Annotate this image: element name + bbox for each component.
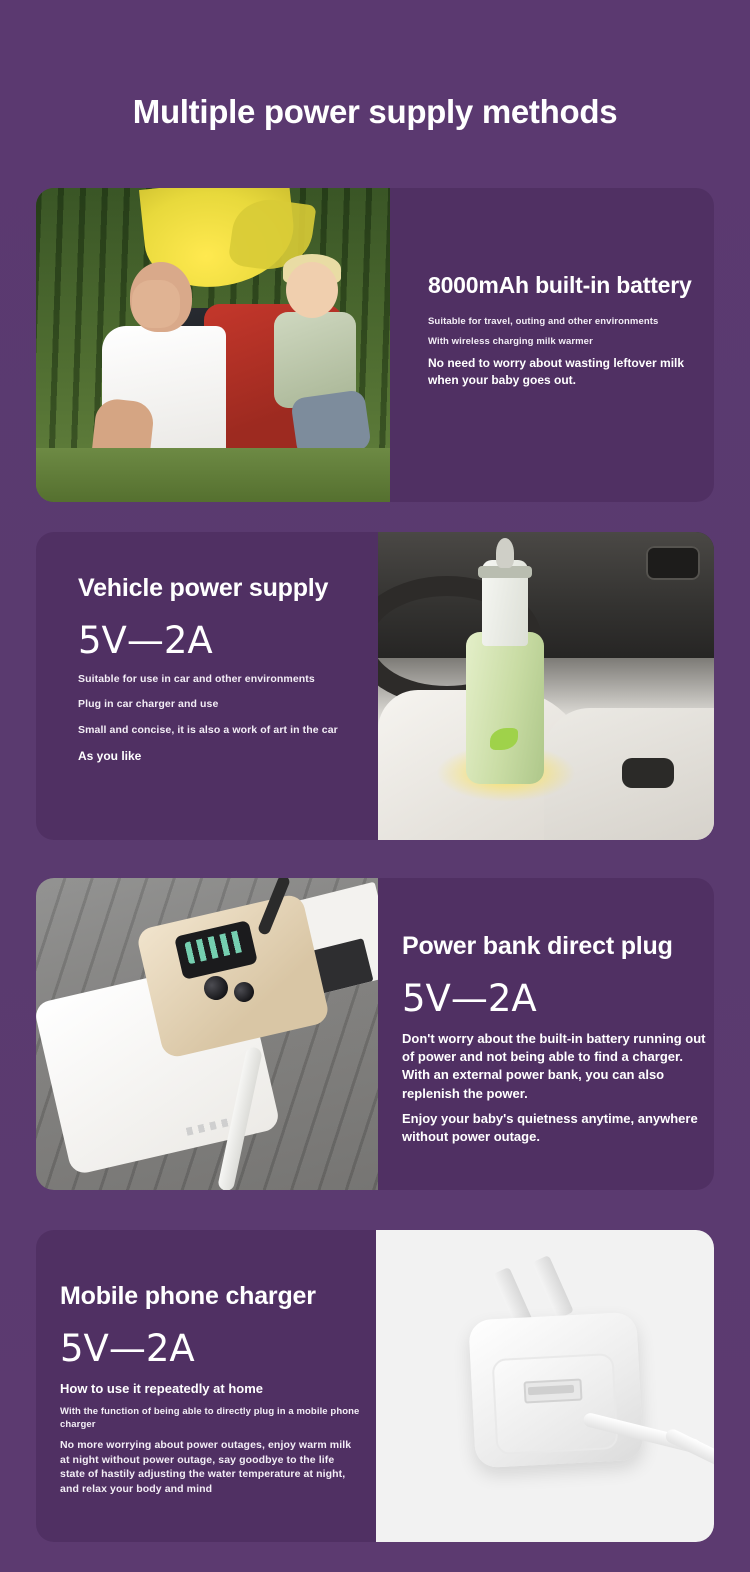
feature-card-battery (36, 188, 714, 502)
page-title: Multiple power supply methods (132, 93, 618, 130)
powerbank-line-1: Don't worry about the built-in battery running out of power and not being able to find a charger. With an external power bank, you can also replenish the power. (402, 1031, 706, 1101)
gear-shifter (622, 758, 674, 788)
vehicle-heading: Vehicle power supply (78, 574, 329, 602)
bottle-warmer-in-car-photo (378, 532, 714, 840)
battery-heading: 8000mAh built-in battery (428, 272, 692, 298)
vehicle-lines (78, 672, 378, 765)
powerbank-line-2: Enjoy your baby's quietness anytime, anywhere without power outage. (402, 1110, 698, 1144)
battery-line-3: No need to worry about wasting leftover milk when your baby goes out. (428, 356, 685, 388)
phone-charger-line-2: With the function of being able to directly plug in a mobile phone charger (60, 1406, 360, 1431)
vehicle-voltage: 5V—2A (78, 619, 213, 662)
vehicle-line-3: Small and concise, it is also a work of art in the car (78, 723, 338, 736)
milk-warmer-device (466, 632, 544, 784)
grass-ground (36, 448, 390, 502)
phone-charger-voltage: 5V—2A (60, 1327, 195, 1370)
bottle-nipple (496, 538, 514, 568)
vehicle-line-2: Plug in car charger and use (78, 698, 219, 711)
powerbank-heading: Power bank direct plug (402, 932, 673, 960)
feature-card-phone-charger (36, 1230, 714, 1542)
powerbank-voltage: 5V—2A (402, 977, 537, 1020)
baby-head (286, 262, 338, 318)
battery-line-2: With wireless charging milk warmer (428, 336, 593, 348)
battery-text-block (390, 188, 714, 502)
phone-charger-text-block (36, 1230, 376, 1542)
feature-card-vehicle (36, 532, 714, 840)
plug-prong-right (532, 1255, 574, 1319)
power-bank-with-cable-photo (36, 878, 378, 1190)
charger-front-face (492, 1353, 619, 1455)
white-usb-wall-charger-photo (376, 1230, 714, 1542)
battery-line-1: Suitable for travel, outing and other environments (428, 316, 659, 327)
phone-charger-heading: Mobile phone charger (60, 1282, 316, 1310)
phone-charger-line-1: How to use it repeatedly at home (60, 1381, 263, 1396)
phone-charger-line-3: No more worrying about power outages, enjoy warm milk at night without power outage, say goodbye to the life state of hastily adjusting the water temperature at night, and relax your body and mind (60, 1439, 352, 1495)
man-face (132, 280, 180, 328)
vehicle-line-4: As you like (78, 749, 142, 764)
vehicle-text-block (36, 532, 378, 840)
feature-card-powerbank (36, 878, 714, 1190)
vehicle-line-1: Suitable for use in car and other environments (78, 673, 315, 685)
air-vent (646, 546, 700, 580)
charger-cable-segment-2 (663, 1427, 714, 1479)
powerbank-text-block (378, 878, 714, 1190)
father-carrying-baby-camping-photo (36, 188, 390, 502)
